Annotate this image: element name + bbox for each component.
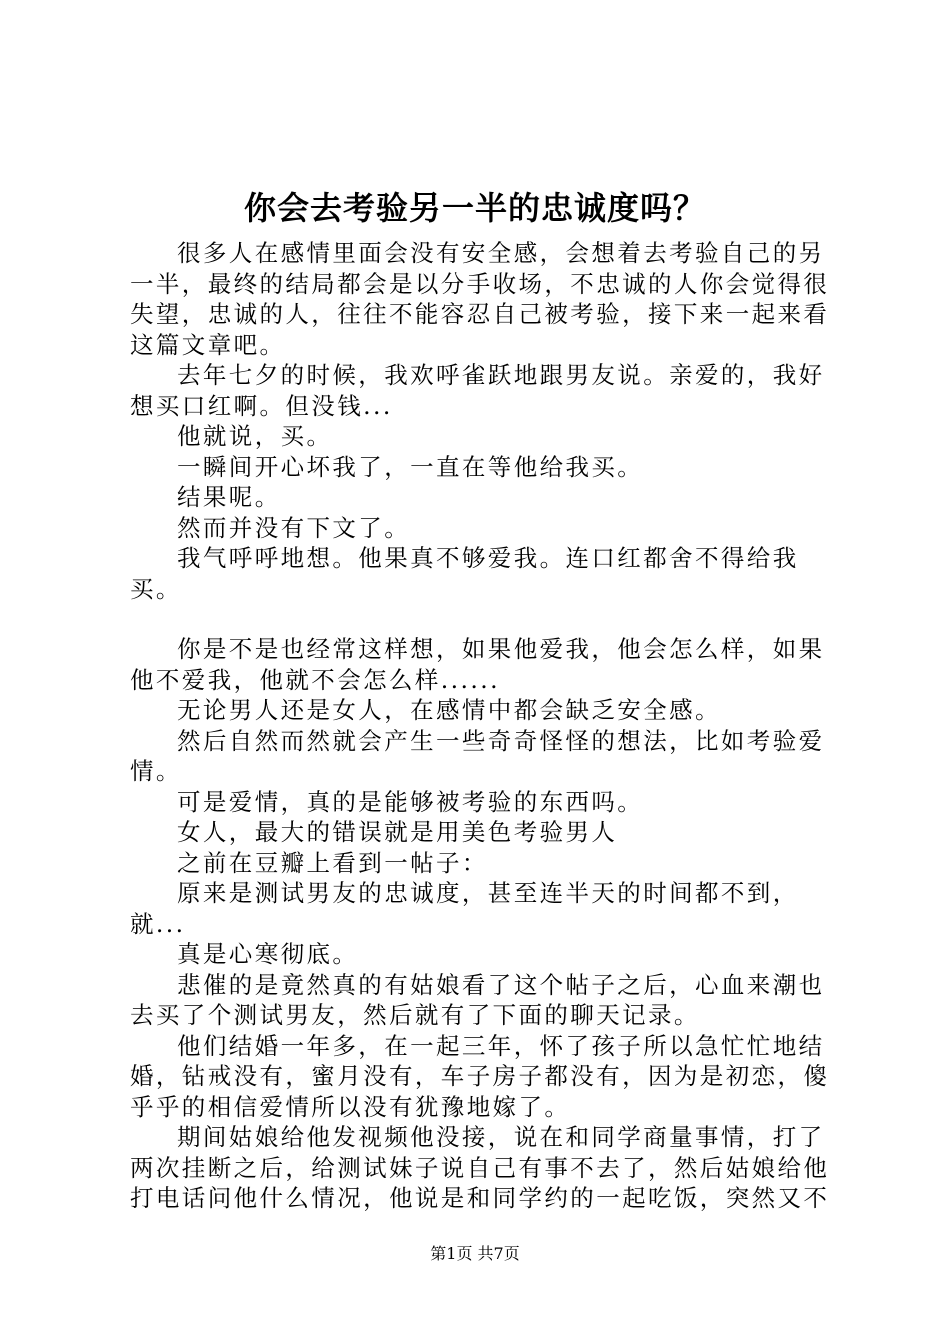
paragraph: 之前在豆瓣上看到一帖子： <box>177 848 488 877</box>
paragraph: 无论男人还是女人，在感情中都会缺乏安全感。 <box>177 696 721 724</box>
paragraph: 然后自然而然就会产生一些奇奇怪怪的想法，比如考验爱情。 <box>130 726 825 785</box>
paragraph: 可是爱情，真的是能够被考验的东西吗。 <box>177 787 644 816</box>
paragraph: 结果呢。 <box>177 483 281 511</box>
paragraph: 他们结婚一年多，在一起三年，怀了孩子所以急忙忙地结婚，钻戒没有，蜜月没有，车子房子都没有，因为是初恋，傻乎乎的相信爱情所以没有犹豫地嫁了。 <box>130 1031 830 1121</box>
paragraph: 一瞬间开心坏我了，一直在等他给我买。 <box>177 452 644 481</box>
article-body <box>130 238 842 1214</box>
paragraph: 女人，最大的错误就是用美色考验男人 <box>177 818 618 846</box>
paragraph: 我气呼呼地想。他果真不够爱我。连口红都舍不得给我买。 <box>130 544 799 603</box>
paragraph: 期间姑娘给他发视频他没接，说在和同学商量事情，打了两次挂断之后，给测试妹子说自己有事不去了，然后姑娘给他打电话问他什么情况，他说是和同学约的一起吃饭，突然又不 <box>130 1123 830 1212</box>
paragraph: 悲催的是竟然真的有姑娘看了这个帖子之后，心血来潮也去买了个测试男友，然后就有了下面的聊天记录。 <box>130 970 825 1029</box>
paragraph: 很多人在感情里面会没有安全感，会想着去考验自己的另一半，最终的结局都会是以分手收场，不忠诚的人你会觉得很失望，忠诚的人，往往不能容忍自己被考验，接下来一起来看这篇文章吧。 <box>130 239 830 359</box>
page-number-footer: 第1页 共7页 <box>430 1244 520 1263</box>
page-title: 你会去考验另一半的忠诚度吗？ <box>243 189 706 227</box>
paragraph: 原来是测试男友的忠诚度，甚至连半天的时间都不到，就... <box>130 879 799 938</box>
paragraph: 真是心寒彻底。 <box>177 940 359 968</box>
paragraph: 他就说，买。 <box>177 422 333 450</box>
paragraph: 去年七夕的时候，我欢呼雀跃地跟男友说。亲爱的，我好想买口红啊。但没钱... <box>130 361 825 420</box>
paragraph: 你是不是也经常这样想，如果他爱我，他会怎么样，如果他不爱我，他就不会怎么样...... <box>130 635 825 694</box>
paragraph: 然而并没有下文了。 <box>177 513 411 542</box>
